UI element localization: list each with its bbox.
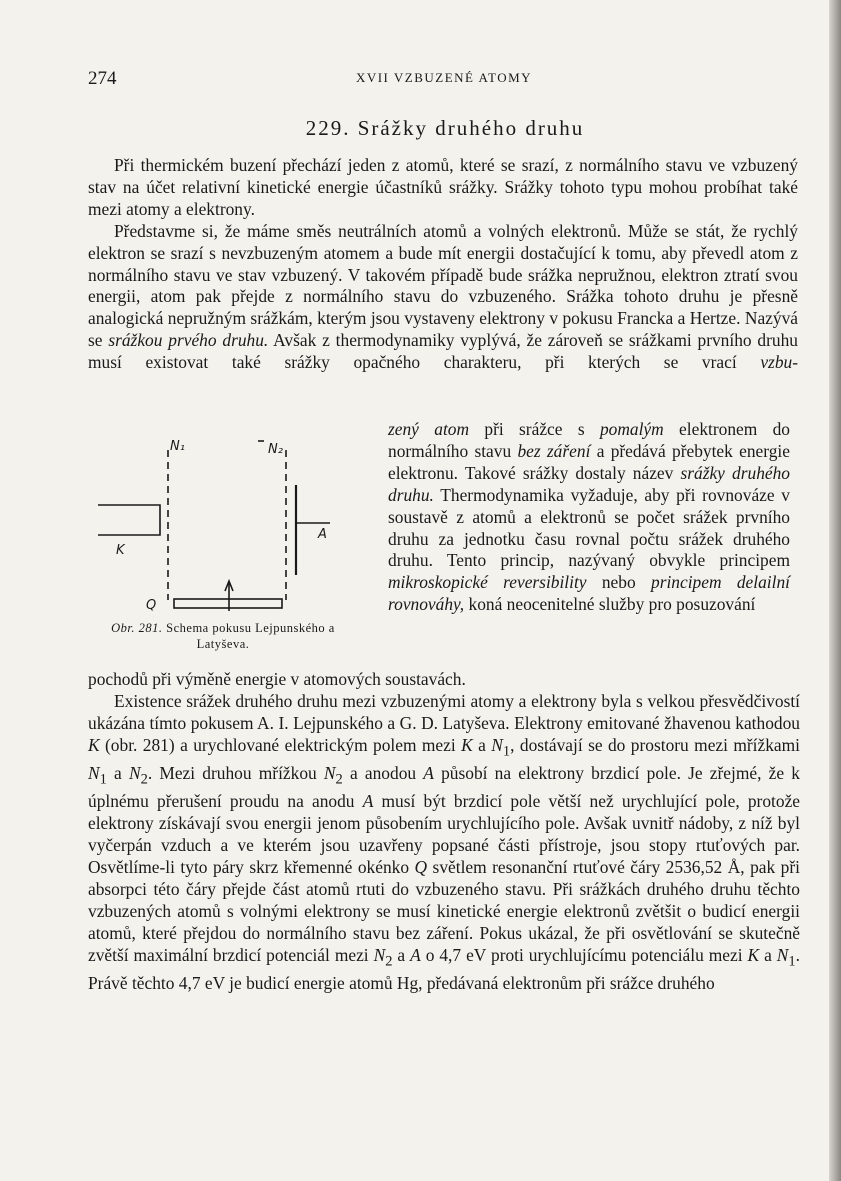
experiment-schematic <box>98 435 348 615</box>
running-head <box>88 68 800 92</box>
paragraph-1: Při thermickém buzení přechází jeden z atomů, které se srazí, z normálního stavu ve vzbuzený stav na účet relativní kinetické energie účastníků srážky. Srážky tohoto typu mohou probíhat také mezi atomy a elektrony. <box>88 155 798 219</box>
quartz-window <box>174 599 282 608</box>
page-edge-shadow <box>829 0 841 1181</box>
figure-281 <box>98 435 348 665</box>
figure-caption: Obr. 281. Schema pokusu Lejpunského a Latyševa. <box>111 621 335 651</box>
label-n2: N₂ <box>268 442 283 457</box>
label-a: A <box>318 527 327 542</box>
paragraph-2: Představme si, že máme směs neutrálních atomů a volných elektronů. Může se stát, že rychlý elektron se srazí s nevzbuzeným atomem a bude mít energii dostačující k tomu, aby převedl atom z normálního stavu ve stav vzbuzený. V takovém případě bude srážka nepružnou, elektron ztratí svou energii, atom pak přejde z normálního stavu do vzbuzeného. Srážka tohoto druhu je přesně analogická nepružným srážkám, kterým jsou vystaveny elektrony v pokusu Francka a Hertze. Nazývá se srážkou prvého druhu. Avšak z thermodynamiky vyplývá, že zároveň se srážkami prvního druhu musí existovat také srážky opačného charakteru, při kterých se vrací vzbu- <box>88 220 798 373</box>
bottom-text <box>88 669 800 995</box>
cathode-shape <box>98 505 160 535</box>
section-heading: 229. Srážky druhého druhu <box>305 116 585 140</box>
label-n1: N₁ <box>170 439 185 454</box>
paragraph-3: Existence srážek druhého druhu mezi vzbuzenými atomy a elektrony byla s velkou přesvědčivostí ukázána tímto pokusem A. I. Lejpunského a G. D. Latyševa. Elektrony emitované žhavenou kathodou K (obr. 281) a urychlované elektrickým polem mezi K a $N_1$, dostávají se do prostoru mezi mřížkami $N_1$ a $N_2$. Mezi druhou mřížkou $N_2$ a anodou A působí na elektrony brzdicí pole. Je zřejmé, že k úplnému přerušení proudu na anodu A musí být brzdicí pole větší než urychlující pole, protože elektrony získávají svou energii jenom působením urychlujícího pole. Avšak uvnitř nádoby, z níž byl vyčerpán vzduch a ve kterém jsou uzavřeny popsané části přístroje, jsou stopy rtuťových par. Osvětlíme-li tyto páry skrz křemenné okénko Q světlem resonanční rtuťové čáry 2536,52 Å, pak při absorpci této čáry přejde část atomů rtuti do vzbuzeného stavu. Při srážkách druhého druhu těchto vzbuzených atomů s volnými elektrony se musí kinetické energie elektronů zvětšit o budicí energii atomů, které přejdou do normálního stavu bez záření. Pokus ukázal, že při osvětlování se skutečně zvětší maximální brzdicí potenciál mezi $N_2$ a A o 4,7 eV proti urychlujícímu potenciálu mezi K a $N_1$. Právě těchto 4,7 eV je budicí energie atomů Hg, předávaná elektronům při srážce druhého <box>88 690 801 994</box>
page-number: 274 <box>88 68 117 89</box>
intro-text <box>88 155 798 374</box>
label-q: Q <box>146 598 157 613</box>
label-k: K <box>116 543 125 558</box>
text-beside-figure <box>388 419 790 616</box>
paragraph-2-end: pochodů při výměně energie v atomových soustavách. <box>88 669 466 689</box>
paragraph-2-continued: zený atom při srážce s pomalým elektronem do normálního stavu bez záření a předává přebytek energie elektronu. Takové srážky dostaly název srážky druhého druhu. Thermodynamika vyžaduje, aby při rovnováze v soustavě z atomů a elektronů se počet srážek prvního druhu za jednotku času rovnal počtu srážek druhého druhu. Tento princip, nazývaný obvykle principem mikroskopické reversibility nebo principem delailní rovnováhy, koná neocenitelné služby pro posuzování <box>388 419 791 615</box>
chapter-title: XVII VZBUZENÉ ATOMY <box>355 70 533 85</box>
